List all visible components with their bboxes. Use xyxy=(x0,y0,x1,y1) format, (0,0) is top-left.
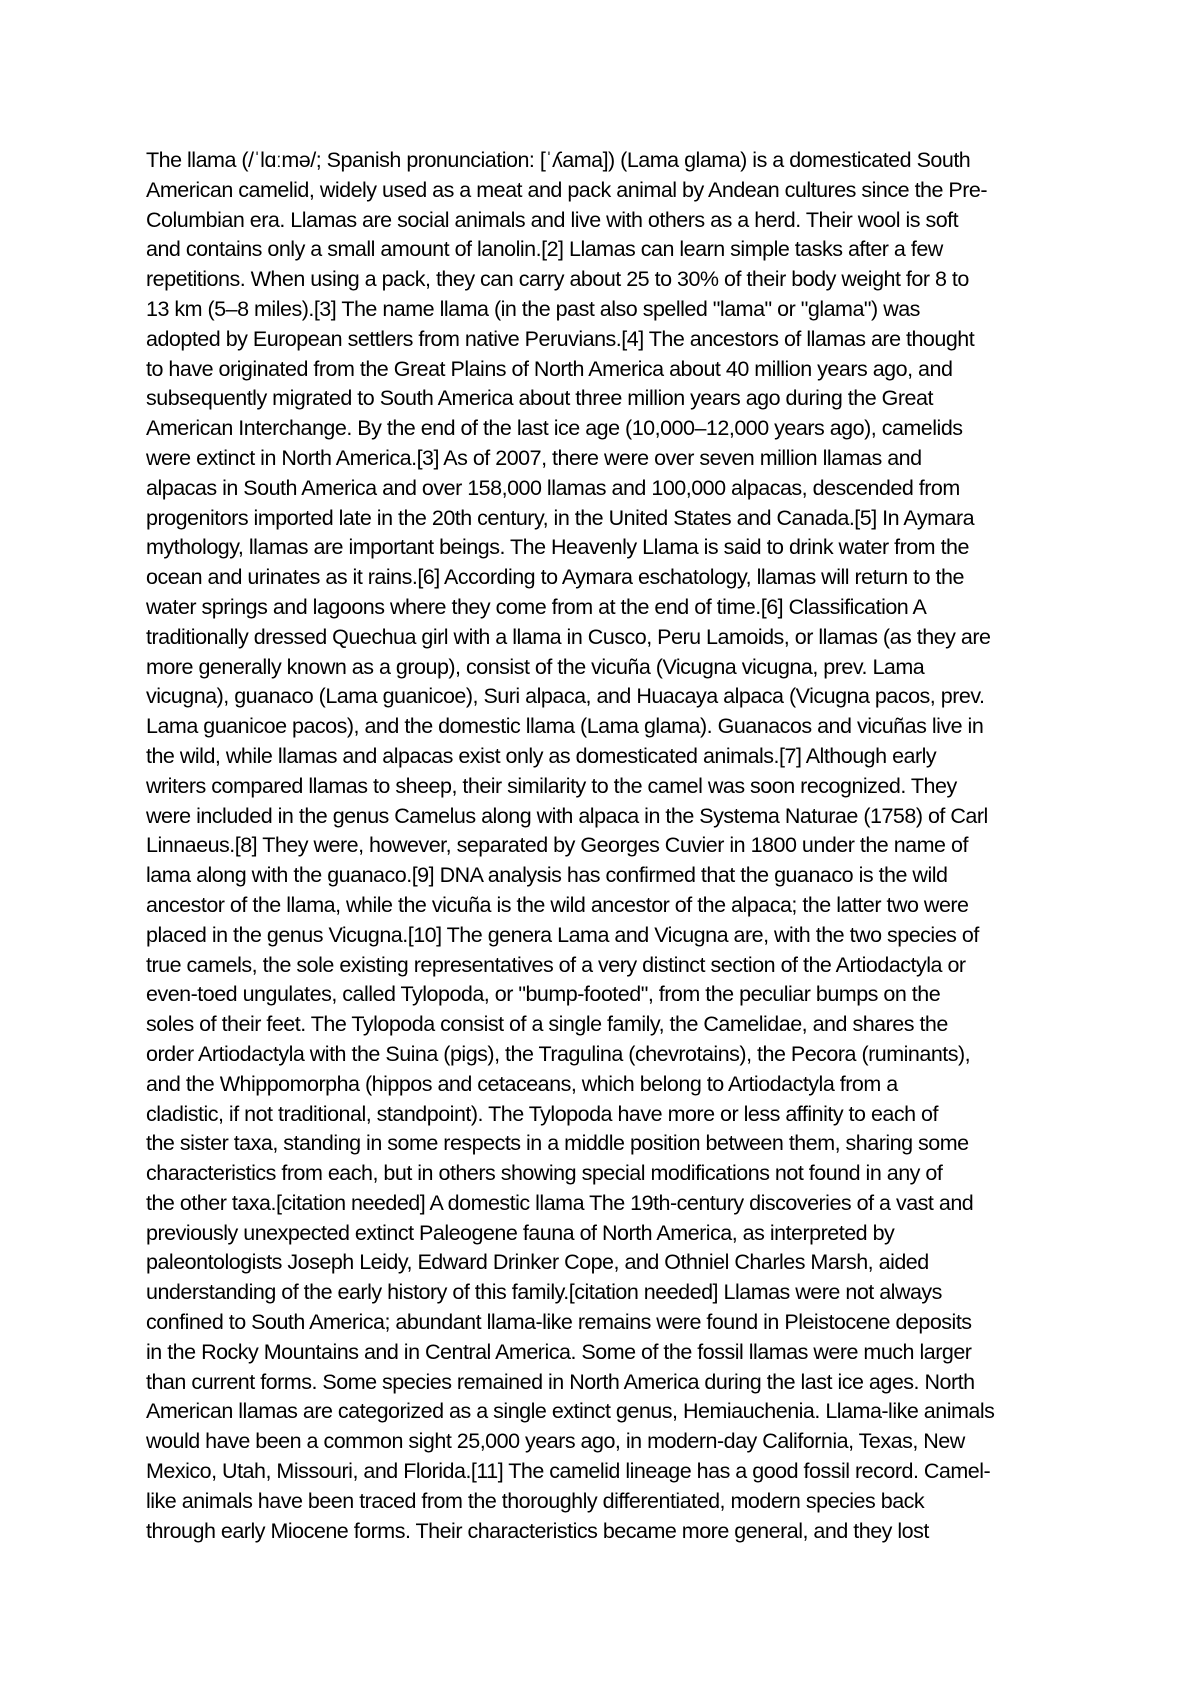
body-paragraph: The llama (/ˈlɑːmə/; Spanish pronunciation: [ˈʎama]) (Lama glama) is a domesticated South American camelid, widely used as a meat and pack animal by Andean cultures since the Pre- Columbian era. Llamas are social animals and live with others as a herd. Their wool is soft and contains only a small amount of lanolin.[2] Llamas can learn simple tasks after a few repetitions. When using a pack, they can carry about 25 to 30% of their body weight for 8 to 13 km (5–8 miles).[3] The name llama (in the past also spelled "lama" or "glama") was adopted by European settlers from native Peruvians.[4] The ancestors of llamas are thought to have originated from the Great Plains of North America about 40 million years ago, and subsequently migrated to South America about three million years ago during the Great American Interchange. By the end of the last ice age (10,000–12,000 years ago), camelids were extinct in North America.[3] As of 2007, there were over seven million llamas and alpacas in South America and over 158,000 llamas and 100,000 alpacas, descended from progenitors imported late in the 20th century, in the United States and Canada.[5] In Aymara mythology, llamas are important beings. The Heavenly Llama is said to drink water from the ocean and urinates as it rains.[6] According to Aymara eschatology, llamas will return to the water springs and lagoons where they come from at the end of time.[6] Classification A traditionally dressed Quechua girl with a llama in Cusco, Peru Lamoids, or llamas (as they are more generally known as a group), consist of the vicuña (Vicugna vicugna, prev. Lama vicugna), guanaco (Lama guanicoe), Suri alpaca, and Huacaya alpaca (Vicugna pacos, prev. Lama guanicoe pacos), and the domestic llama (Lama glama). Guanacos and vicuñas live in the wild, while llamas and alpacas exist only as domesticated animals.[7] Although early writers compared llamas to sheep, their similarity to the camel was soon recognized. They were included in the genus Camelus along with alpaca in the Systema Naturae (1758) of Carl Linnaeus.[8] They were, however, separated by Georges Cuvier in 1800 under the name of lama along with the guanaco.[9] DNA analysis has confirmed that the guanaco is the wild ancestor of the llama, while the vicuña is the wild ancestor of the alpaca; the latter two were placed in the genus Vicugna.[10] The genera Lama and Vicugna are, with the two species of true camels, the sole existing representatives of a very distinct section of the Artiodactyla or even-toed ungulates, called Tylopoda, or "bump-footed", from the peculiar bumps on the soles of their feet. The Tylopoda consist of a single family, the Camelidae, and shares the order Artiodactyla with the Suina (pigs), the Tragulina (chevrotains), the Pecora (ruminants), and the Whippomorpha (hippos and cetaceans, which belong to Artiodactyla from a cladistic, if not traditional, standpoint). The Tylopoda have more or less affinity to each of the sister taxa, standing in some respects in a middle position between them, sharing some characteristics from each, but in others showing special modifications not found in any of the other taxa.[citation needed] A domestic llama The 19th-century discoveries of a vast and previously unexpected extinct Paleogene fauna of North America, as interpreted by paleontologists Joseph Leidy, Edward Drinker Cope, and Othniel Charles Marsh, aided understanding of the early history of this family.[citation needed] Llamas were not always confined to South America; abundant llama-like remains were found in Pleistocene deposits in the Rocky Mountains and in Central America. Some of the fossil llamas were much larger than current forms. Some species remained in North America during the last ice ages. North American llamas are categorized as a single extinct genus, Hemiauchenia. Llama-like animals would have been a common sight 25,000 years ago, in modern-day California, Texas, New Mexico, Utah, Missouri, and Florida.[11] The camelid lineage has a good fossil record. Camel- like animals have been traced from the thoroughly differentiated, modern species back through early Miocene forms. Their characteristics became more general, and they lost xyxy=(146,148,995,1543)
